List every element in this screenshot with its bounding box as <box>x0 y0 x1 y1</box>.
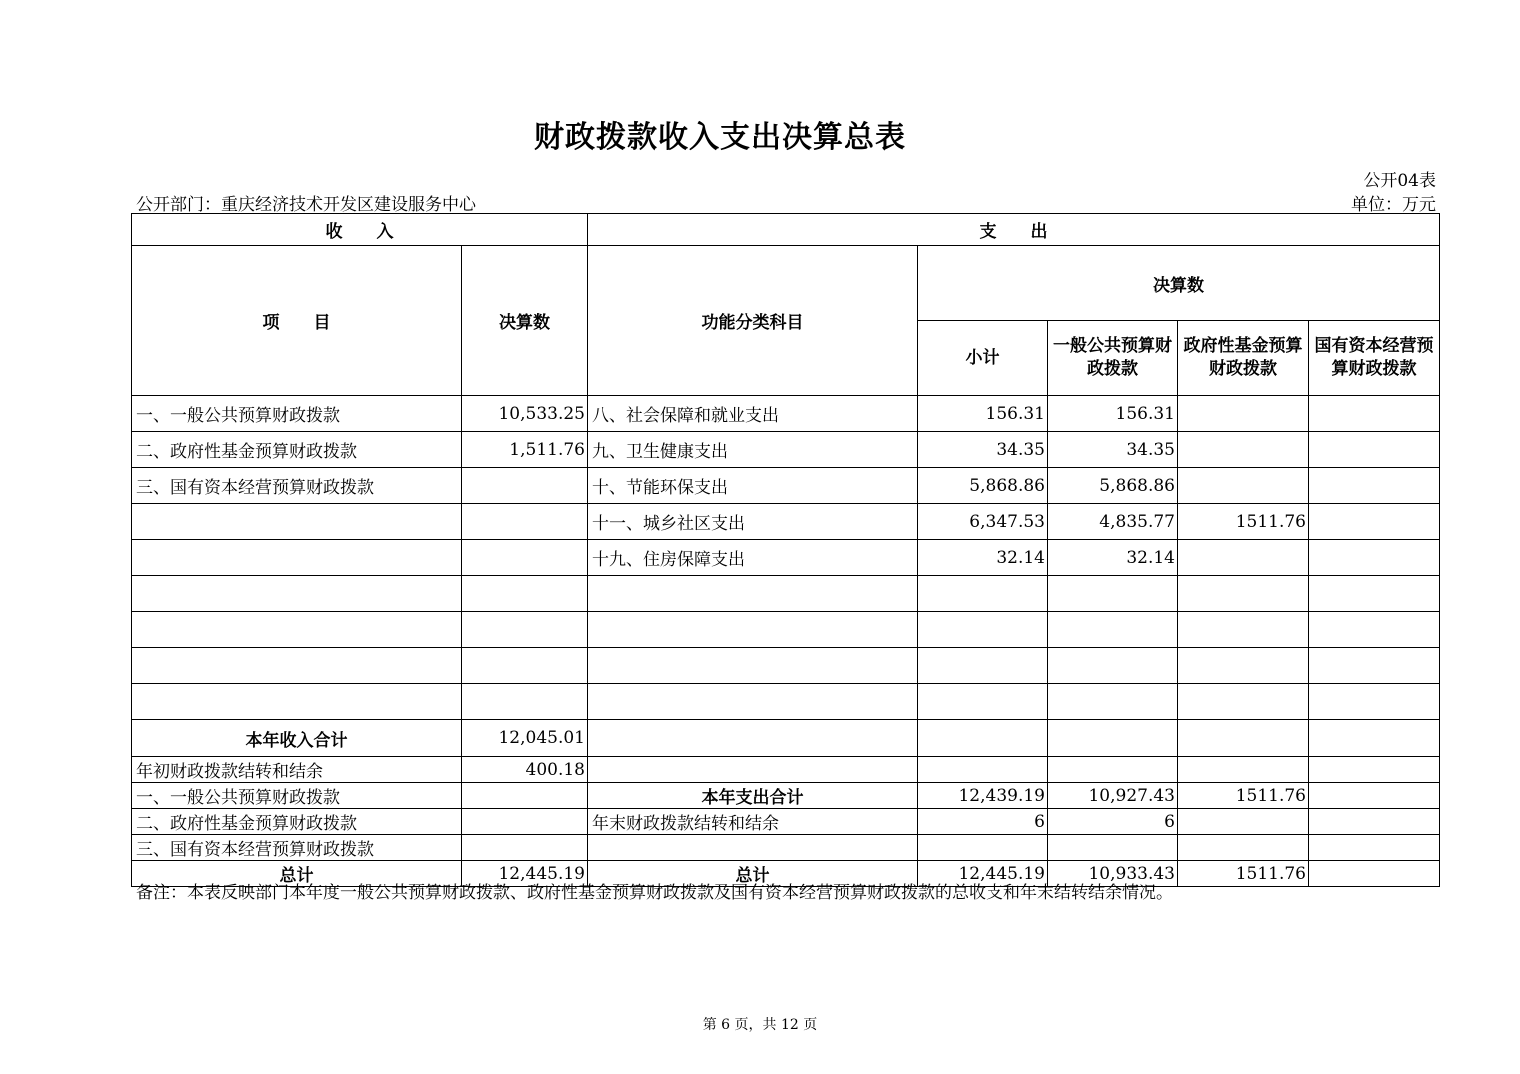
cell-income-amount <box>462 504 588 540</box>
table-row <box>132 684 1440 720</box>
cell-general <box>1048 648 1178 684</box>
cell-fund <box>1178 576 1309 612</box>
table-row <box>132 648 1440 684</box>
year-end-label: 年末财政拨款结转和结余 <box>588 809 918 835</box>
table-row <box>132 757 1440 783</box>
cell-capital <box>1309 432 1440 468</box>
cell-fund <box>1178 432 1309 468</box>
cell-expense-item <box>588 576 918 612</box>
carryover-label: 年初财政拨款结转和结余 <box>132 757 462 783</box>
state-capital-header: 国有资本经营预算财政拨款 <box>1309 321 1440 396</box>
empty-cell <box>1178 757 1309 783</box>
cell-subtotal <box>918 684 1048 720</box>
cell-capital <box>1309 684 1440 720</box>
carry-fund-amount <box>462 809 588 835</box>
cell-subtotal <box>918 576 1048 612</box>
year-end-fund <box>1178 809 1309 835</box>
empty-cell <box>1309 757 1440 783</box>
table-row <box>132 783 1440 809</box>
cell-expense-item <box>588 612 918 648</box>
table-row <box>132 720 1440 757</box>
cell-income-item <box>132 648 462 684</box>
grand-total-expense-label: 总计 <box>588 861 918 887</box>
cell-income-item: 三、国有资本经营预算财政拨款 <box>132 468 462 504</box>
cell-fund <box>1178 684 1309 720</box>
cell-fund <box>1178 396 1309 432</box>
expense-total-fund: 1511.76 <box>1178 783 1309 809</box>
cell-general: 32.14 <box>1048 540 1178 576</box>
table-row <box>132 576 1440 612</box>
cell-income-amount <box>462 468 588 504</box>
cell-capital <box>1309 396 1440 432</box>
department-label: 公开部门：重庆经济技术开发区建设服务中心 <box>136 195 476 215</box>
expense-total-subtotal: 12,439.19 <box>918 783 1048 809</box>
carry-general-label: 一、一般公共预算财政拨款 <box>132 783 462 809</box>
table-row <box>132 540 1440 576</box>
cell-capital <box>1309 612 1440 648</box>
cell-subtotal <box>918 648 1048 684</box>
cell-income-amount <box>462 576 588 612</box>
carryover-amount: 400.18 <box>462 757 588 783</box>
table-row <box>132 432 1440 468</box>
cell-income-amount <box>462 648 588 684</box>
empty-cell <box>1309 720 1440 757</box>
budget-table <box>131 213 1440 887</box>
cell-income-item <box>132 684 462 720</box>
empty-cell <box>1048 720 1178 757</box>
empty-cell <box>1178 720 1309 757</box>
cell-expense-item: 九、卫生健康支出 <box>588 432 918 468</box>
cell-capital <box>1309 576 1440 612</box>
grand-total-capital <box>1309 861 1440 887</box>
cell-income-amount: 1,511.76 <box>462 432 588 468</box>
cell-income-amount <box>462 612 588 648</box>
cell-general: 156.31 <box>1048 396 1178 432</box>
table-row <box>132 396 1440 432</box>
cell-income-item <box>132 576 462 612</box>
page-indicator: 第 6 页，共 12 页 <box>702 1017 818 1033</box>
cell-fund <box>1178 648 1309 684</box>
expense-header: 支 出 <box>588 214 1440 246</box>
grand-total-income-label: 总计 <box>132 861 462 887</box>
grand-total-fund: 1511.76 <box>1178 861 1309 887</box>
empty-cell <box>1178 835 1309 861</box>
table-row <box>132 835 1440 861</box>
empty-cell <box>918 835 1048 861</box>
expense-total-label: 本年支出合计 <box>588 783 918 809</box>
table-row <box>132 468 1440 504</box>
cell-expense-item: 八、社会保障和就业支出 <box>588 396 918 432</box>
grand-total-general: 10,933.43 <box>1048 861 1178 887</box>
year-end-general: 6 <box>1048 809 1178 835</box>
item-header: 项 目 <box>132 246 462 396</box>
cell-income-amount: 10,533.25 <box>462 396 588 432</box>
cell-fund <box>1178 612 1309 648</box>
grand-total-income-amount: 12,445.19 <box>462 861 588 887</box>
cell-income-item <box>132 612 462 648</box>
carry-general-amount <box>462 783 588 809</box>
cell-expense-item: 十、节能环保支出 <box>588 468 918 504</box>
cell-expense-item <box>588 648 918 684</box>
carry-fund-label: 二、政府性基金预算财政拨款 <box>132 809 462 835</box>
cell-income-item <box>132 504 462 540</box>
footnote: 备注：本表反映部门本年度一般公共预算财政拨款、政府性基金预算财政拨款及国有资本经营预算财政拨款的总收支和年末结转结余情况。 <box>136 883 1173 903</box>
expense-total-general: 10,927.43 <box>1048 783 1178 809</box>
table-row <box>132 612 1440 648</box>
unit-label: 单位：万元 <box>1351 195 1436 215</box>
cell-general <box>1048 576 1178 612</box>
cell-income-item: 二、政府性基金预算财政拨款 <box>132 432 462 468</box>
cell-income-item: 一、一般公共预算财政拨款 <box>132 396 462 432</box>
income-total-label: 本年收入合计 <box>132 720 462 757</box>
cell-expense-item: 十九、住房保障支出 <box>588 540 918 576</box>
carry-capital-amount <box>462 835 588 861</box>
empty-cell <box>1309 835 1440 861</box>
cell-fund <box>1178 540 1309 576</box>
cell-income-amount <box>462 540 588 576</box>
cell-capital <box>1309 468 1440 504</box>
gov-fund-header: 政府性基金预算财政拨款 <box>1178 321 1309 396</box>
empty-cell <box>1048 757 1178 783</box>
income-header: 收 入 <box>132 214 588 246</box>
income-total-amount: 12,045.01 <box>462 720 588 757</box>
empty-cell <box>918 757 1048 783</box>
func-category-header: 功能分类科目 <box>588 246 918 396</box>
year-end-subtotal: 6 <box>918 809 1048 835</box>
cell-general <box>1048 684 1178 720</box>
table-row <box>132 504 1440 540</box>
cell-capital <box>1309 540 1440 576</box>
empty-cell <box>588 757 918 783</box>
cell-subtotal: 34.35 <box>918 432 1048 468</box>
empty-cell <box>1048 835 1178 861</box>
year-end-capital <box>1309 809 1440 835</box>
general-budget-header: 一般公共预算财政拨款 <box>1048 321 1178 396</box>
empty-cell <box>918 720 1048 757</box>
cell-general: 5,868.86 <box>1048 468 1178 504</box>
table-row <box>132 809 1440 835</box>
subtotal-header: 小计 <box>918 321 1048 396</box>
grand-total-subtotal: 12,445.19 <box>918 861 1048 887</box>
cell-expense-item: 十一、城乡社区支出 <box>588 504 918 540</box>
cell-subtotal: 32.14 <box>918 540 1048 576</box>
final-amount-header: 决算数 <box>918 246 1440 321</box>
cell-income-amount <box>462 684 588 720</box>
cell-capital <box>1309 504 1440 540</box>
cell-fund: 1511.76 <box>1178 504 1309 540</box>
cell-subtotal <box>918 612 1048 648</box>
cell-capital <box>1309 648 1440 684</box>
empty-cell <box>588 835 918 861</box>
cell-fund <box>1178 468 1309 504</box>
cell-subtotal: 5,868.86 <box>918 468 1048 504</box>
carry-capital-label: 三、国有资本经营预算财政拨款 <box>132 835 462 861</box>
page-title: 财政拨款收入支出决算总表 <box>534 120 906 155</box>
cell-expense-item <box>588 684 918 720</box>
cell-general: 4,835.77 <box>1048 504 1178 540</box>
cell-subtotal: 156.31 <box>918 396 1048 432</box>
cell-income-item <box>132 540 462 576</box>
empty-cell <box>588 720 918 757</box>
expense-total-capital <box>1309 783 1440 809</box>
cell-general <box>1048 612 1178 648</box>
amount-header: 决算数 <box>462 246 588 396</box>
cell-subtotal: 6,347.53 <box>918 504 1048 540</box>
form-number: 公开04表 <box>1363 171 1436 191</box>
cell-general: 34.35 <box>1048 432 1178 468</box>
